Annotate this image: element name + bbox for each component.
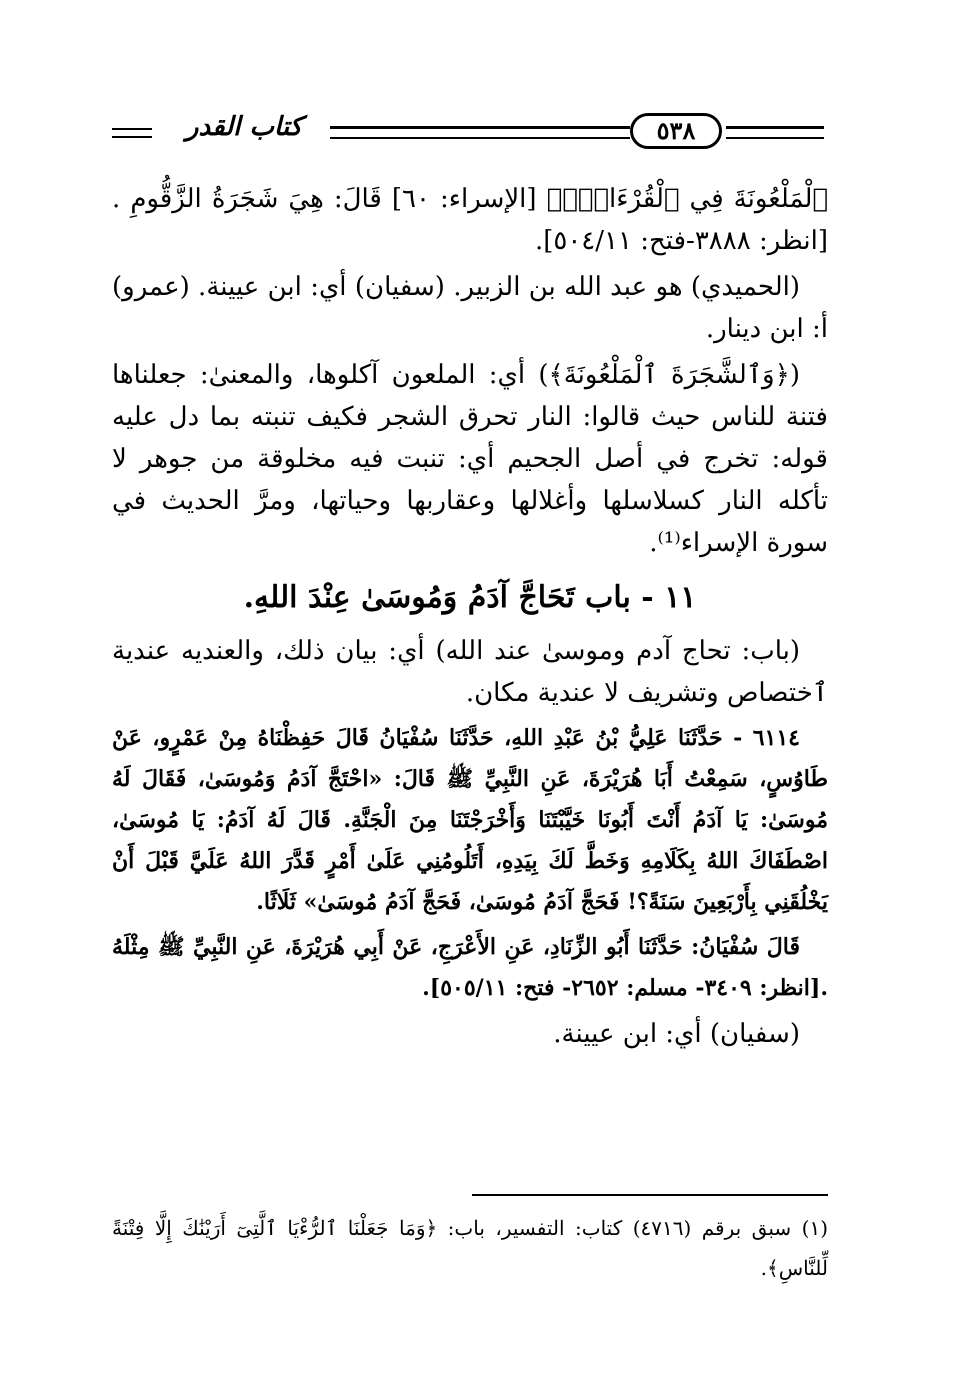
header-rule-middle	[330, 126, 630, 139]
footnote-divider	[472, 1194, 828, 1196]
commentary-narrators: (الحميدي) هو عبد الله بن الزبير. (سفيان) أي: ابن عيينة. (عمرو) أ: ابن دينار.	[112, 272, 828, 344]
header-rule-right	[726, 126, 824, 139]
hadith-text: ٦١١٤ - حَدَّثَنَا عَلِيُّ بْنُ عَبْدِ اللهِ، حَدَّثَنَا سُفْيَانُ قَالَ حَفِظْنَاهُ مِنْ عَمْرٍو، عَنْ طَاوُسٍ، سَمِعْتُ أَبَا هُرَيْرَةَ، عَنِ النَّبِيِّ ﷺ قَالَ: «احْتَجَّ آدَمُ وَمُوسَىٰ، فَقَالَ لَهُ مُوسَىٰ: يَا آدَمُ أَنْتَ أَبُونَا خَيَّبْتَنَا وَأَخْرَجْتَنَا مِنَ الْجَنَّةِ. قَالَ لَهُ آدَمُ: يَا مُوسَىٰ، اصْطَفَاكَ اللهُ بِكَلَامِهِ وَخَطَّ لَكَ بِيَدِهِ، أَتَلُومُنِي عَلَىٰ أَمْرٍ قَدَّرَ اللهُ عَلَيَّ قَبْلَ أَنْ يَخْلُقَنِي بِأَرْبَعِينَ سَنَةً؟! فَحَجَّ آدَمُ مُوسَىٰ، فَحَجَّ آدَمُ مُوسَىٰ» ثَلَاثًا.	[112, 725, 829, 915]
commentary-chapter: (باب: تحاج آدم وموسىٰ عند الله) أي: بيان ذلك، والعنديه عندية ٱختصاص وتشريف لا عندية مكان.	[112, 636, 828, 708]
page-body	[112, 178, 828, 1059]
paragraph-continuation: ٱلْمَلْعُونَةَ فِي ٱلْقُرْءَانِۚ﴾ [الإسراء: ٦٠] قَالَ: هِيَ شَجَرَةُ الزَّقُّومِ .[انظر: ٣٨٨٨-فتح: ٥٠٤/١١].	[112, 184, 828, 256]
hadith-chain: قَالَ سُفْيَانُ: حَدَّثَنَا أَبُو الزِّنَادِ، عَنِ الأَعْرَجِ، عَنْ أَبِي هُرَيْرَةَ، عَنِ النَّبِيِّ ﷺ مِثْلَهُ .[انظر: ٣٤٠٩- مسلم: ٢٦٥٢- فتح: ٥٠٥/١١].	[112, 934, 828, 1001]
running-title: كتاب القدر	[185, 112, 303, 142]
page-header	[112, 112, 824, 156]
header-rule-left	[112, 128, 152, 138]
footnote: (١) سبق برقم (٤٧١٦) كتاب: التفسير، باب: ﴿وَمَا جَعَلْنَا ٱلرُّءْيَا ٱلَّتِىٓ أَرَيْنَٰكَ إِلَّا فِتْنَةً لِّلنَّاسِ﴾.	[112, 1216, 828, 1280]
commentary-sufyan: (سفيان) أي: ابن عيينة.	[553, 1019, 800, 1049]
page-number: ٥٣٨	[630, 113, 722, 149]
commentary-tree: (﴿وَٱلشَّجَرَةَ ٱلْمَلْعُونَةَ﴾) أي: الملعون آكلوها، والمعنىٰ: جعلناها فتنة للناس حيث قالوا: النار تحرق الشجر فكيف تنبته بما دل عليه قوله: تخرج في أصل الجحيم أي: تنبت فيه مخلوقة من جوهر لا تأكله النار كسلاسلها وأغلالها وعقاربها وحياتها، ومرَّ الحديث في سورة الإسراء⁽¹⁾.	[112, 360, 828, 558]
chapter-heading: ١١ - باب تَحَاجَّ آدَمُ وَمُوسَىٰ عِنْدَ اللهِ.	[243, 580, 697, 615]
